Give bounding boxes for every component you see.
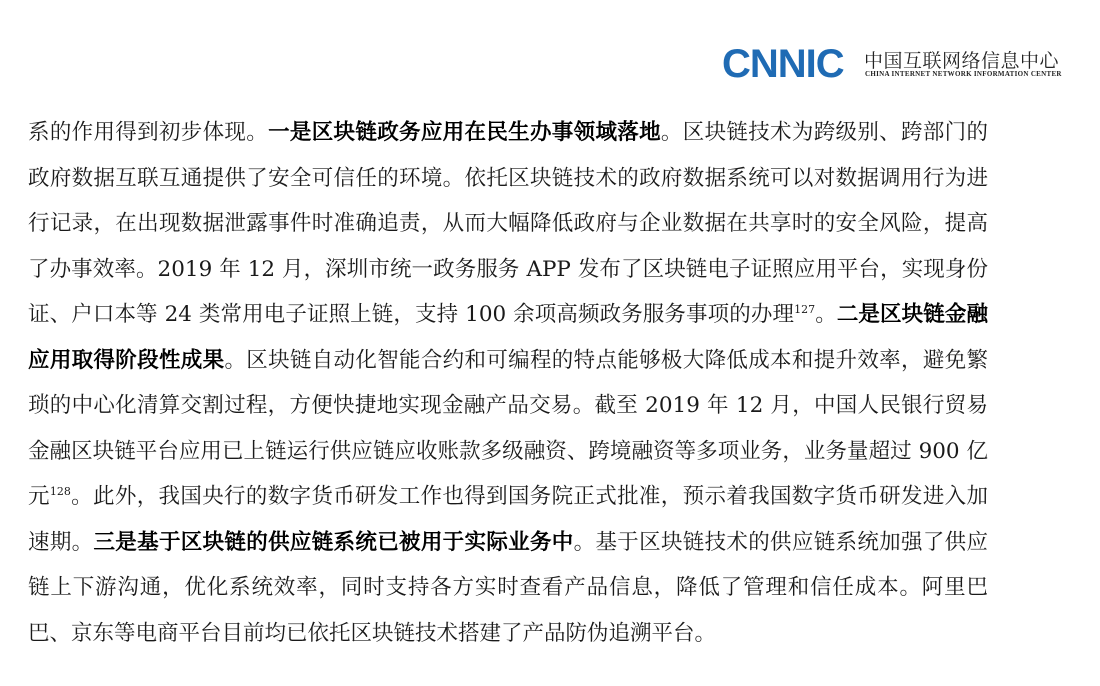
cnnic-logo — [722, 44, 858, 84]
bold-heading-1: 一是区块链政务应用在民生办事领域落地 — [268, 120, 661, 145]
page-header — [722, 44, 1094, 84]
footnote-ref-128: 128 — [49, 484, 71, 498]
footnote-ref-127: 127 — [794, 302, 816, 316]
org-name-en: CHINA INTERNET NETWORK INFORMATION CENTER — [865, 70, 1062, 78]
svg-text:CNNIC: CNNIC — [722, 44, 844, 84]
text-segment: 。基于区块链技术的供应链系统加强了供应链上下游沟通，优化系统效率，同时支持各方实时查看产品信息，降低了管理和信任成本。阿里巴巴、京东等电商平台目前均已依托区块链技术搭建了产品防伪追溯平台。 — [28, 529, 988, 646]
text-segment: 系的作用得到初步体现。 — [28, 120, 269, 145]
org-name-cn: 中国互联网络信息中心 — [864, 50, 1060, 72]
bold-heading-2: 二是区块链金融应用取得阶段性成果 — [28, 302, 988, 373]
text-segment: 。 — [815, 302, 837, 327]
text-segment: 。此外，我国央行的数字货币研发工作也得到国务院正式批准，预示着我国数字货币研发进入加速期。 — [28, 484, 988, 555]
text-segment: 。区块链自动化智能合约和可编程的特点能够极大降低成本和提升效率，避免繁琐的中心化清算交割过程，方便快捷地实现金融产品交易。截至 2019 年 12 月，中国人民银行贸易金融区块链平台应用已上链运行供应链应收账款多级融资、跨境融资等多项业务，业务量超过 900 亿元 — [28, 347, 988, 509]
body-paragraph — [28, 110, 988, 656]
bold-heading-3: 三是基于区块链的供应链系统已被用于实际业务中 — [93, 529, 574, 555]
text-segment: 。区块链技术为跨级别、跨部门的政府数据互联互通提供了安全可信任的环境。依托区块链技术的政府数据系统可以对数据调用行为进行记录，在出现数据泄露事件时准确追责，从而大幅降低政府与企业数据在共享时的安全风险，提高了办事效率。2019 年 12 月，深圳市统一政务服务 APP 发布了区块链电子证照应用平台，实现身份证、户口本等 24 类常用电子证照上链，支持 100 余项高频政务服务事项的办理 — [28, 120, 988, 327]
